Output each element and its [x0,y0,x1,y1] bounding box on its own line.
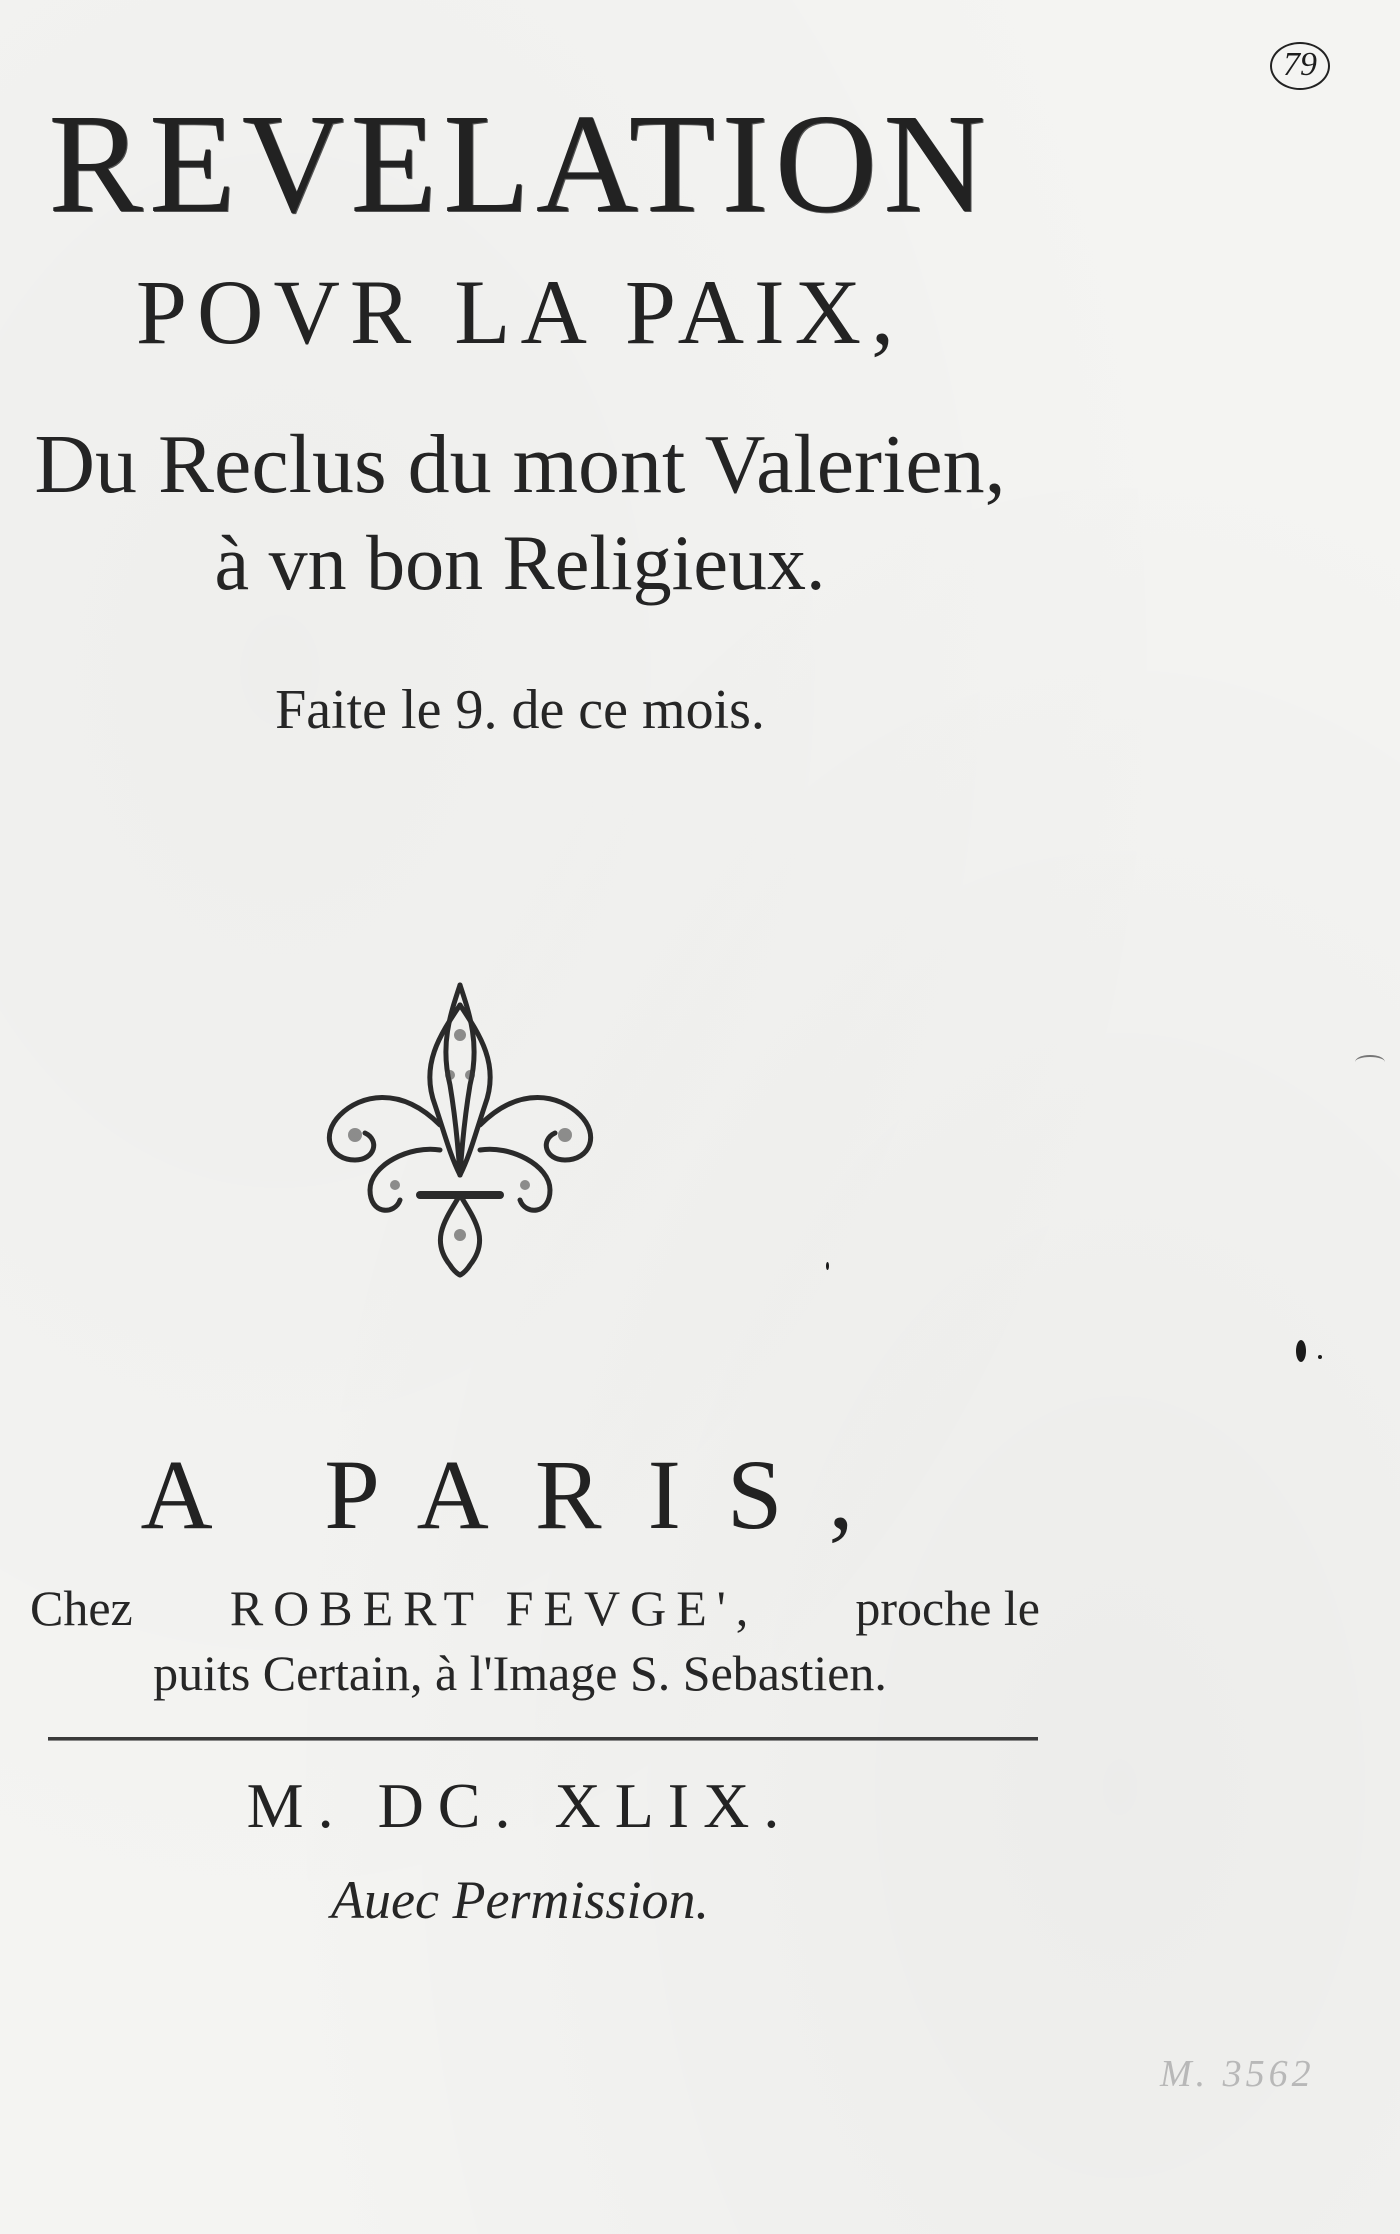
printer-prefix: Chez [30,1580,133,1636]
fleur-de-lis-ornament-icon [300,975,620,1285]
horizontal-rule [48,1737,1038,1741]
title-line-religieux: à vn bon Religieux. [214,519,826,606]
title-line-date: Faite le 9. de ce mois. [275,679,765,741]
imprint-printer-line [30,1580,1040,1636]
ink-speck [1296,1340,1306,1362]
imprint-year: M. DC. XLIX. [246,1770,794,1841]
title-line-pour-la-paix: POVR LA PAIX, [135,261,905,363]
printer-suffix: proche le [855,1580,1040,1636]
imprint-city: A PARIS, [140,1439,900,1550]
title-line-revelation: REVELATION [48,84,992,242]
imprint-address: puits Certain, à l'Image S. Sebastien. [153,1645,887,1701]
printer-name: ROBERT FEVGE', [229,1580,759,1636]
imprint-permission: Auec Permission. [331,1870,709,1930]
margin-mark [1355,1055,1385,1069]
shelfmark: M. 3562 [1160,2053,1315,2095]
title-line-reclus: Du Reclus du mont Valerien, [34,418,1006,511]
ink-speck [826,1262,829,1270]
ink-speck [1318,1355,1322,1359]
folio-number: 79 [1270,42,1330,90]
